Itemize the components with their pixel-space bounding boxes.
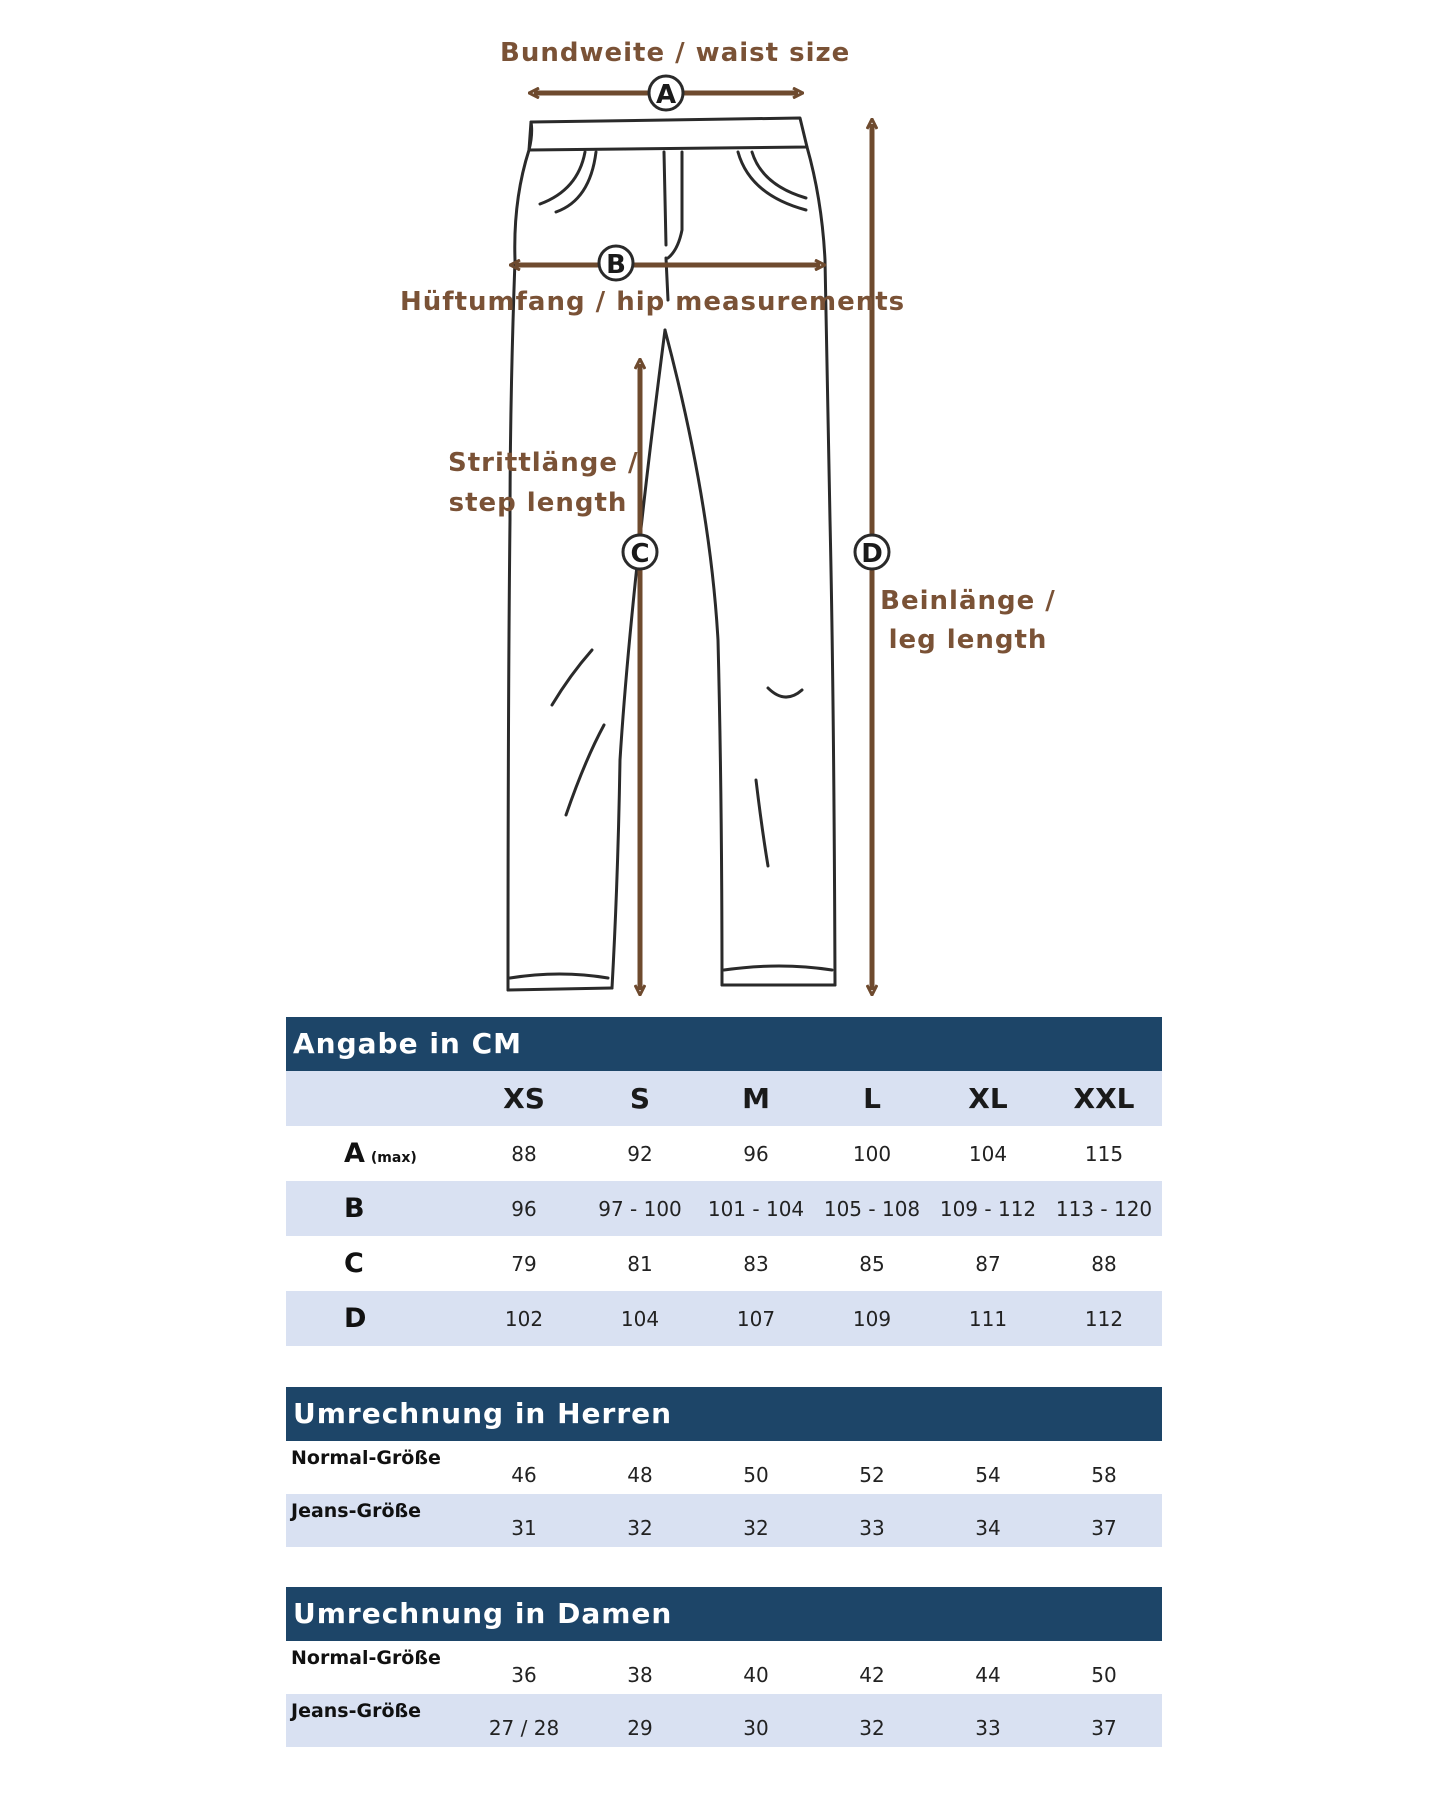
row-label: B bbox=[344, 1193, 365, 1224]
cell: 37 bbox=[1091, 1515, 1117, 1540]
table-men-title: Umrechnung in Herren bbox=[286, 1387, 1162, 1441]
size-m: M bbox=[742, 1082, 770, 1115]
table-row bbox=[286, 1441, 1162, 1494]
cell: 81 bbox=[627, 1251, 653, 1276]
step-label-line2: step length bbox=[448, 488, 628, 518]
cell: 34 bbox=[975, 1515, 1001, 1540]
waist-label: Bundweite / waist size bbox=[500, 38, 851, 68]
size-l: L bbox=[863, 1082, 881, 1115]
cell: 104 bbox=[620, 1306, 660, 1331]
size-table-cm bbox=[286, 1017, 1162, 1346]
cell: 50 bbox=[1091, 1662, 1117, 1687]
cell: 109 bbox=[852, 1306, 892, 1331]
cell: 102 bbox=[504, 1306, 544, 1331]
cell: 109 - 112 bbox=[939, 1196, 1037, 1221]
cell: 32 bbox=[627, 1515, 653, 1540]
table-row bbox=[286, 1494, 1162, 1547]
row-label-note: (max) bbox=[370, 1150, 417, 1166]
row-label: D bbox=[344, 1303, 367, 1334]
cell: 105 - 108 bbox=[823, 1196, 921, 1221]
cell: 96 bbox=[743, 1141, 769, 1166]
cell: 50 bbox=[743, 1462, 769, 1487]
cell: 104 bbox=[968, 1141, 1008, 1166]
table-row bbox=[286, 1641, 1162, 1694]
cell: 46 bbox=[511, 1462, 537, 1487]
table-row-b bbox=[286, 1181, 1162, 1236]
cell: 88 bbox=[1091, 1251, 1117, 1276]
cell: 29 bbox=[627, 1715, 653, 1740]
cell: 101 - 104 bbox=[707, 1196, 805, 1221]
row-label: Jeans-Größe bbox=[291, 1500, 422, 1522]
row-label bbox=[286, 1138, 466, 1169]
cell: 92 bbox=[627, 1141, 653, 1166]
marker-a: A bbox=[655, 80, 677, 110]
row-label-letter: A bbox=[344, 1138, 365, 1169]
cell: 44 bbox=[975, 1662, 1001, 1687]
cell: 115 bbox=[1084, 1141, 1124, 1166]
size-xxl: XXL bbox=[1073, 1082, 1135, 1115]
cell: 96 bbox=[511, 1196, 537, 1221]
table-row-a bbox=[286, 1126, 1162, 1181]
size-s: S bbox=[629, 1082, 651, 1115]
table-row-c bbox=[286, 1236, 1162, 1291]
marker-b: B bbox=[606, 250, 626, 280]
cell: 48 bbox=[627, 1462, 653, 1487]
cell: 112 bbox=[1084, 1306, 1124, 1331]
row-label: Jeans-Größe bbox=[291, 1700, 422, 1722]
cell: 27 / 28 bbox=[488, 1715, 560, 1740]
cell: 100 bbox=[852, 1141, 892, 1166]
cell: 58 bbox=[1091, 1462, 1117, 1487]
table-women-title: Umrechnung in Damen bbox=[286, 1587, 1162, 1641]
row-label: C bbox=[344, 1248, 364, 1279]
cell: 31 bbox=[511, 1515, 537, 1540]
cell: 79 bbox=[511, 1251, 537, 1276]
cell: 88 bbox=[511, 1141, 537, 1166]
cell: 30 bbox=[743, 1715, 769, 1740]
conversion-table-women bbox=[286, 1587, 1162, 1747]
row-label: Normal-Größe bbox=[291, 1647, 441, 1669]
cell: 52 bbox=[859, 1462, 885, 1487]
cell: 97 - 100 bbox=[598, 1196, 682, 1221]
cell: 107 bbox=[736, 1306, 776, 1331]
measurement-arrows bbox=[515, 93, 872, 990]
cell: 40 bbox=[743, 1662, 769, 1687]
conversion-table-men bbox=[286, 1387, 1162, 1547]
cell: 42 bbox=[859, 1662, 885, 1687]
cell: 54 bbox=[975, 1462, 1001, 1487]
cell: 32 bbox=[859, 1715, 885, 1740]
cell: 83 bbox=[743, 1251, 769, 1276]
row-label: Normal-Größe bbox=[291, 1447, 441, 1469]
cell: 32 bbox=[743, 1515, 769, 1540]
size-header-row bbox=[286, 1071, 1162, 1126]
cell: 113 - 120 bbox=[1055, 1196, 1153, 1221]
leg-label-line1: Beinlänge / bbox=[880, 586, 1056, 616]
cell: 111 bbox=[968, 1306, 1008, 1331]
marker-d: D bbox=[861, 539, 883, 569]
table-cm-title: Angabe in CM bbox=[286, 1017, 1162, 1071]
cell: 37 bbox=[1091, 1715, 1117, 1740]
leg-label-line2: leg length bbox=[888, 625, 1048, 655]
table-row-d bbox=[286, 1291, 1162, 1346]
size-xl: XL bbox=[968, 1082, 1008, 1115]
cell: 33 bbox=[859, 1515, 885, 1540]
cell: 36 bbox=[511, 1662, 537, 1687]
hip-label: Hüftumfang / hip measurements bbox=[400, 287, 906, 317]
cell: 38 bbox=[627, 1662, 653, 1687]
cell: 87 bbox=[975, 1251, 1001, 1276]
cell: 85 bbox=[859, 1251, 885, 1276]
table-row bbox=[286, 1694, 1162, 1747]
marker-c: C bbox=[630, 539, 650, 569]
cell: 33 bbox=[975, 1715, 1001, 1740]
step-label-line1: Strittlänge / bbox=[448, 448, 639, 478]
pants-outline bbox=[508, 118, 835, 990]
size-xs: XS bbox=[503, 1082, 545, 1115]
